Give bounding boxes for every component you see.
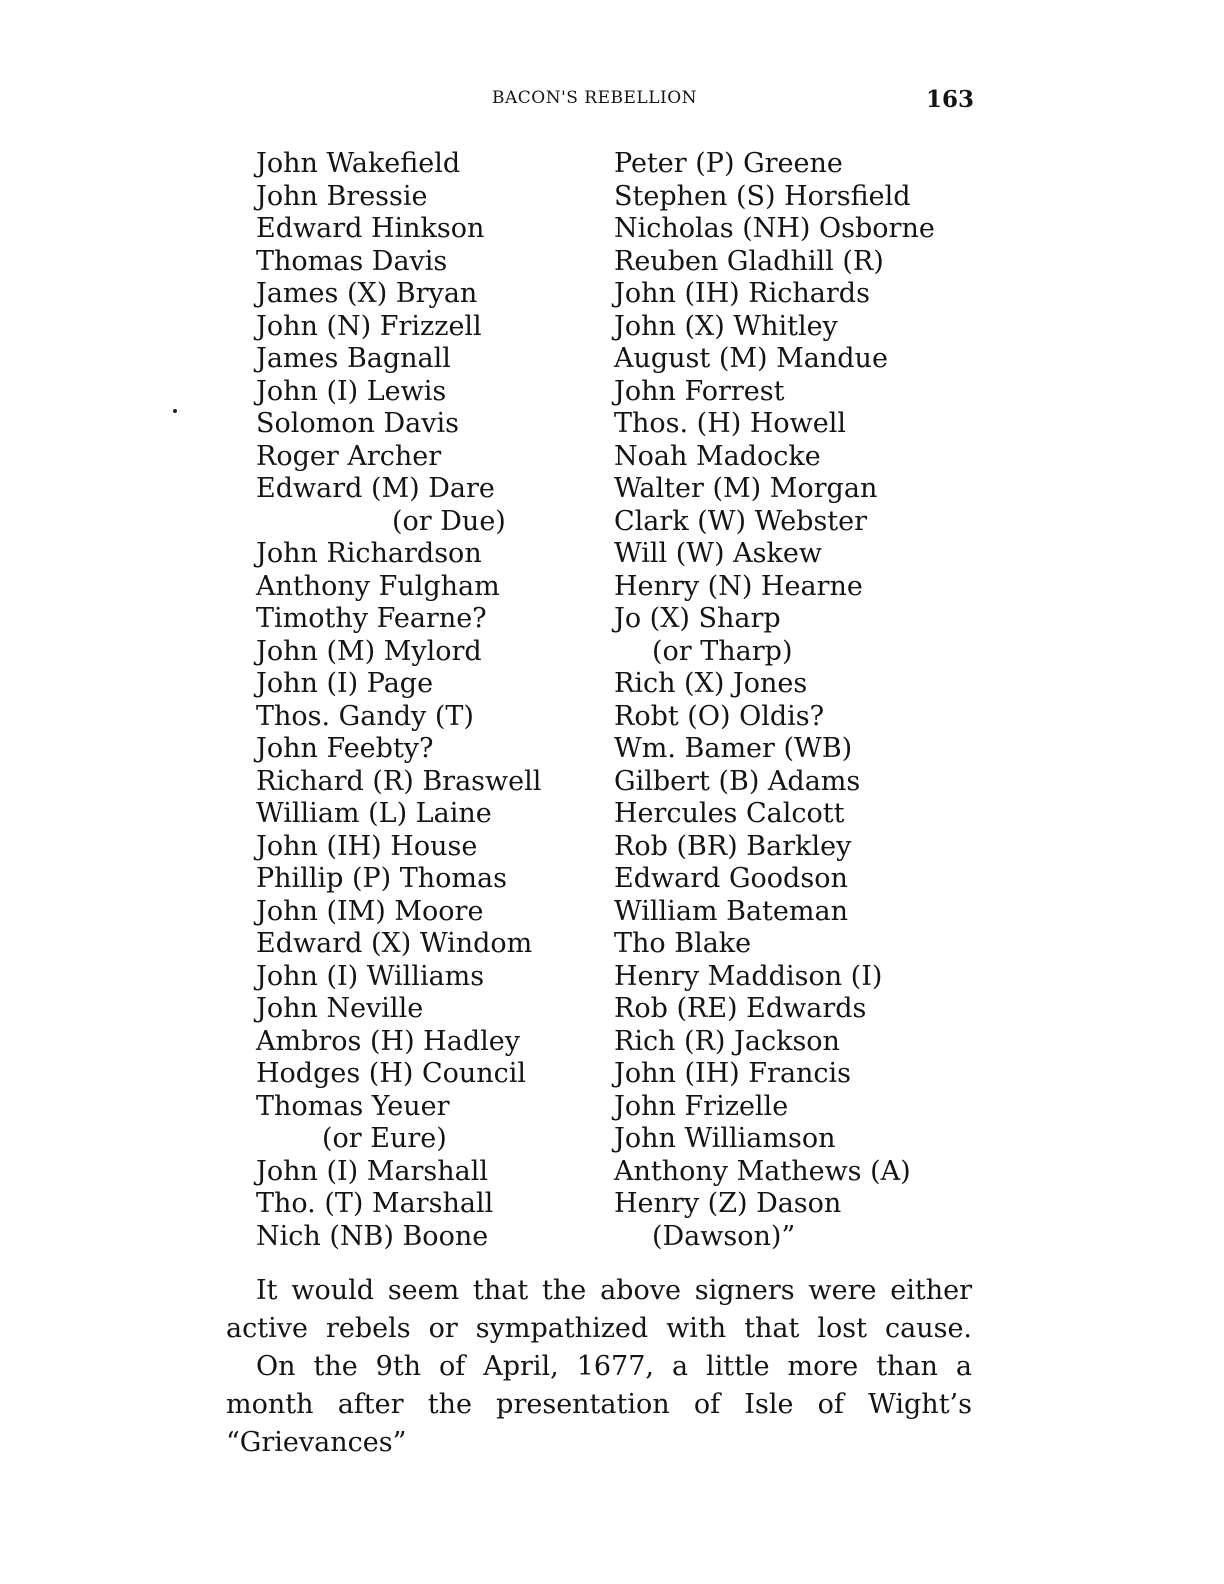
signer-name: Nicholas (NH) Osborne	[614, 213, 935, 244]
signer-name: Edward (X) Windom	[256, 928, 533, 959]
body-text	[226, 1272, 972, 1462]
signer-name: Clark (W) Webster	[614, 505, 868, 537]
signer-name: Anthony Fulgham	[256, 570, 500, 602]
signer-name: August (M) Mandue	[614, 343, 888, 374]
signer-name: Reuben Gladhill (R)	[614, 245, 884, 277]
signer-name: William Bateman	[614, 895, 848, 927]
signer-name: John Forrest	[614, 375, 785, 407]
signer-name: John Frizelle	[614, 1090, 789, 1122]
signer-name: James Bagnall	[256, 343, 451, 374]
page-number: 163	[926, 86, 975, 113]
signer-name: John (I) Marshall	[256, 1155, 489, 1187]
signer-name: John (I) Lewis	[256, 375, 447, 407]
signer-name: William (L) Laine	[256, 798, 492, 829]
signer-name: Wm. Bamer (WB)	[614, 733, 853, 764]
signers-list-right	[614, 148, 935, 1253]
signer-name: Noah Madocke	[614, 440, 821, 472]
stray-ink-mark	[173, 409, 177, 413]
signer-name: John (IH) Richards	[614, 278, 870, 309]
signer-name: Edward Hinkson	[256, 213, 485, 244]
signer-name: John (IH) House	[256, 830, 478, 862]
signer-name: John Neville	[256, 993, 424, 1024]
signer-name: Hodges (H) Council	[256, 1058, 527, 1089]
signer-name: Solomon Davis	[256, 408, 459, 439]
signer-name: Richard (R) Braswell	[256, 765, 542, 797]
signer-name: Walter (M) Morgan	[614, 473, 878, 504]
name-variant-note: (or Tharp)	[652, 635, 793, 667]
signer-name: Rich (X) Jones	[614, 668, 808, 699]
signer-name: John Richardson	[256, 538, 482, 569]
signer-name: Thos. Gandy (T)	[256, 700, 474, 732]
signer-name: John (I) Page	[256, 668, 434, 699]
signer-name: Timothy Fearne?	[256, 603, 487, 634]
signer-name: John Feebty?	[256, 733, 434, 764]
body-paragraph: On the 9th of April, 1677, a little more than a month after the presentation of Isle of Wight’s “Grievances”	[226, 1351, 972, 1458]
signer-name: John Williamson	[614, 1123, 836, 1154]
signer-name: Rob (RE) Edwards	[614, 993, 867, 1024]
signer-name: John Bressie	[256, 180, 428, 212]
name-variant-note: (or Due)	[392, 505, 506, 537]
signer-name: Henry (N) Hearne	[614, 570, 863, 602]
signer-name: Anthony Mathews (A)	[614, 1155, 911, 1187]
signer-name: John Wakefield	[256, 148, 461, 179]
signer-name: James (X) Bryan	[256, 278, 478, 309]
signer-name: John (X) Whitley	[614, 310, 838, 342]
signer-name: Tho Blake	[614, 928, 752, 959]
signer-name: Gilbert (B) Adams	[614, 765, 861, 797]
name-variant-note: (Dawson)”	[652, 1220, 796, 1252]
signer-name: Jo (X) Sharp	[614, 603, 781, 634]
signer-name: Nich (NB) Boone	[256, 1220, 489, 1252]
signer-name: Tho. (T) Marshall	[256, 1188, 494, 1219]
signer-name: Rob (BR) Barkley	[614, 830, 852, 862]
signer-name: Thos. (H) Howell	[614, 408, 847, 439]
signer-name: Edward Goodson	[614, 863, 848, 894]
signer-name: Thomas Davis	[256, 245, 448, 277]
signer-name: Edward (M) Dare	[256, 473, 495, 504]
signer-name: Hercules Calcott	[614, 798, 845, 829]
running-title: BACON'S REBELLION	[491, 88, 698, 108]
signer-name: John (I) Williams	[256, 960, 485, 992]
signer-name: Robt (O) Oldis?	[614, 700, 825, 732]
signer-name: Peter (P) Greene	[614, 148, 843, 179]
signer-name: Rich (R) Jackson	[614, 1025, 840, 1057]
signer-name: Stephen (S) Horsfield	[614, 180, 911, 212]
signer-name: John (N) Frizzell	[256, 310, 482, 342]
signer-name: John (M) Mylord	[256, 635, 482, 667]
page-header	[0, 86, 1224, 118]
signer-name: Phillip (P) Thomas	[256, 863, 507, 894]
name-variant-note: (or Eure)	[322, 1123, 447, 1154]
signer-name: Ambros (H) Hadley	[256, 1025, 520, 1057]
signer-name: Will (W) Askew	[614, 538, 822, 569]
signers-list-left	[256, 148, 541, 1253]
signer-name: Henry (Z) Dason	[614, 1188, 842, 1219]
signer-name: Henry Maddison (I)	[614, 960, 883, 992]
body-paragraph: It would seem that the above signers were either active rebels or sympathized with that lost cause.	[226, 1275, 972, 1344]
signer-name: Roger Archer	[256, 440, 442, 472]
signer-name: John (IM) Moore	[256, 895, 484, 927]
signer-name: Thomas Yeuer	[256, 1090, 450, 1122]
signer-name: John (IH) Francis	[614, 1058, 852, 1089]
